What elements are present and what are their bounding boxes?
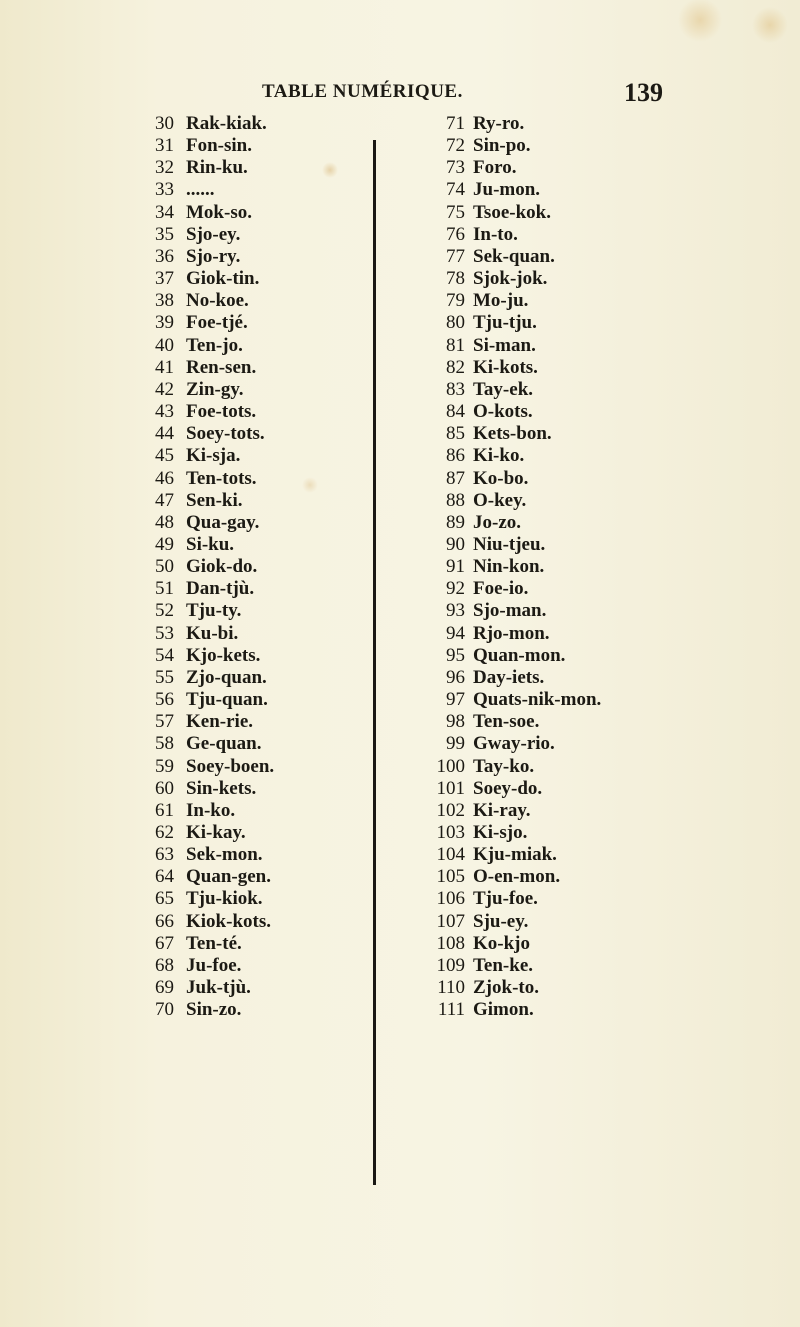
entry-name: Ju-foe. <box>186 954 242 976</box>
entry-number: 81 <box>446 334 465 356</box>
table-row <box>430 490 601 512</box>
page-number: 139 <box>624 78 663 107</box>
entry-name: Giok-do. <box>186 556 258 578</box>
entry-name: Ko-kjo <box>473 932 530 954</box>
entry-name: Tju-kiok. <box>186 888 263 910</box>
entry-number: 76 <box>446 223 465 245</box>
table-row <box>155 999 274 1021</box>
entry-name: Ju-mon. <box>473 179 541 201</box>
entry-number: 61 <box>155 799 174 821</box>
table-row <box>430 312 601 334</box>
table-row <box>430 911 601 933</box>
entry-number: 106 <box>436 888 465 910</box>
table-row <box>155 379 274 401</box>
entry-name: Quan-gen. <box>186 866 271 888</box>
entry-name: Fon-sin. <box>186 135 252 157</box>
table-row <box>430 135 601 157</box>
entry-name: Soey-tots. <box>186 423 265 445</box>
table-row <box>430 999 601 1021</box>
table-row <box>430 445 601 467</box>
table-row <box>430 800 601 822</box>
entry-number: 90 <box>446 533 465 555</box>
entry-name: Ge-quan. <box>186 733 262 755</box>
entry-name: Tsoe-kok. <box>473 201 551 223</box>
entry-number: 66 <box>155 910 174 932</box>
entry-name: In-ko. <box>186 799 236 821</box>
entry-number: 53 <box>155 622 174 644</box>
table-row <box>155 423 274 445</box>
table-row <box>155 157 274 179</box>
table-row <box>155 512 274 534</box>
entry-number: 60 <box>155 777 174 799</box>
entry-number: 110 <box>437 977 465 999</box>
table-row <box>430 335 601 357</box>
table-row <box>155 556 274 578</box>
entry-number: 71 <box>446 113 465 134</box>
entry-number: 79 <box>446 290 465 312</box>
entry-number: 98 <box>446 711 465 733</box>
entry-number: 108 <box>436 932 465 954</box>
entry-name: Si-ku. <box>186 533 235 555</box>
entry-number: 105 <box>436 866 465 888</box>
entry-name: Zjok-to. <box>473 977 539 999</box>
entry-number: 92 <box>446 578 465 600</box>
entry-number: 54 <box>155 644 174 666</box>
table-row <box>155 135 274 157</box>
table-row <box>155 113 274 135</box>
entry-name: Gimon. <box>473 999 534 1021</box>
entry-number: 82 <box>446 356 465 378</box>
entry-number: 78 <box>446 268 465 290</box>
entry-name: Foe-tjé. <box>186 312 248 334</box>
entry-name: Rin-ku. <box>186 157 248 179</box>
right-column-list <box>430 113 601 1021</box>
entry-name: Ry-ro. <box>473 113 525 134</box>
entry-number: 46 <box>155 467 174 489</box>
entry-name: Tju-quan. <box>186 689 268 711</box>
entry-number: 70 <box>155 999 174 1021</box>
entry-name: Qua-gay. <box>186 511 260 533</box>
table-row <box>430 756 601 778</box>
table-row <box>430 468 601 490</box>
table-row <box>155 312 274 334</box>
entry-name: Ki-kay. <box>186 822 246 843</box>
table-row <box>430 711 601 733</box>
table-row <box>430 578 601 600</box>
entry-name: Foe-io. <box>473 578 529 600</box>
entry-number: 89 <box>446 511 465 533</box>
entry-name: Zin-gy. <box>186 378 244 400</box>
entry-number: 30 <box>155 113 174 134</box>
table-row <box>155 224 274 246</box>
entry-number: 63 <box>155 844 174 866</box>
table-row <box>155 711 274 733</box>
table-row <box>430 623 601 645</box>
entry-name: Tju-tju. <box>473 312 537 334</box>
table-row <box>155 357 274 379</box>
table-row <box>430 888 601 910</box>
table-row <box>430 689 601 711</box>
entry-name: Sin-kets. <box>186 777 257 799</box>
table-row <box>430 645 601 667</box>
table-row <box>155 822 274 844</box>
entry-number: 94 <box>446 622 465 644</box>
entry-name: Giok-tin. <box>186 268 260 290</box>
entry-name: Gway-rio. <box>473 733 555 755</box>
entry-number: 33 <box>155 179 174 201</box>
entry-number: 51 <box>155 578 174 600</box>
entry-number: 88 <box>446 489 465 511</box>
entry-number: 45 <box>155 445 174 467</box>
entry-name: Kets-bon. <box>473 423 552 445</box>
table-row <box>430 268 601 290</box>
entry-number: 73 <box>446 157 465 179</box>
entry-number: 47 <box>155 489 174 511</box>
entry-name: Day-iets. <box>473 666 545 688</box>
entry-name: Ren-sen. <box>186 356 257 378</box>
table-row <box>155 866 274 888</box>
entry-number: 34 <box>155 201 174 223</box>
entry-number: 95 <box>446 644 465 666</box>
left-column-list <box>155 113 274 1021</box>
entry-name: Ki-ko. <box>473 445 525 467</box>
table-row <box>155 401 274 423</box>
entry-number: 57 <box>155 711 174 733</box>
entry-name: Si-man. <box>473 334 536 356</box>
entry-name: Ki-ray. <box>473 799 531 821</box>
table-row <box>155 335 274 357</box>
entry-name: Quats-nik-mon. <box>473 689 602 711</box>
entry-number: 64 <box>155 866 174 888</box>
table-row <box>155 490 274 512</box>
entry-number: 44 <box>155 423 174 445</box>
entry-name: Juk-tjù. <box>186 977 251 999</box>
entry-number: 103 <box>436 822 465 843</box>
entry-number: 101 <box>436 777 465 799</box>
table-row <box>430 844 601 866</box>
table-row <box>430 157 601 179</box>
entry-number: 50 <box>155 556 174 578</box>
entry-number: 74 <box>446 179 465 201</box>
entry-name: Sek-quan. <box>473 245 555 267</box>
table-row <box>430 113 601 135</box>
entry-number: 41 <box>155 356 174 378</box>
entry-number: 49 <box>155 533 174 555</box>
entry-number: 32 <box>155 157 174 179</box>
table-row <box>155 246 274 268</box>
table-row <box>155 888 274 910</box>
table-row <box>430 822 601 844</box>
entry-number: 65 <box>155 888 174 910</box>
column-divider <box>373 140 376 1185</box>
entry-name: Sin-zo. <box>186 999 242 1021</box>
entry-name: In-to. <box>473 223 518 245</box>
entry-number: 40 <box>155 334 174 356</box>
entry-number: 58 <box>155 733 174 755</box>
table-row <box>155 800 274 822</box>
entry-name: O-key. <box>473 489 527 511</box>
table-row <box>430 778 601 800</box>
entry-name: Ki-sja. <box>186 445 241 467</box>
entry-name: Ki-kots. <box>473 356 538 378</box>
table-row <box>430 290 601 312</box>
table-row <box>430 224 601 246</box>
entry-number: 87 <box>446 467 465 489</box>
entry-number: 80 <box>446 312 465 334</box>
table-row <box>430 866 601 888</box>
entry-number: 42 <box>155 378 174 400</box>
table-row <box>430 423 601 445</box>
table-row <box>430 357 601 379</box>
entry-name: Ten-jo. <box>186 334 243 356</box>
table-row <box>155 778 274 800</box>
entry-name: Tju-foe. <box>473 888 538 910</box>
table-row <box>430 977 601 999</box>
entry-number: 75 <box>446 201 465 223</box>
entry-name: Soey-boen. <box>186 755 275 777</box>
entry-name: Sjo-ry. <box>186 245 241 267</box>
entry-name: Niu-tjeu. <box>473 533 546 555</box>
table-row <box>430 179 601 201</box>
entry-number: 96 <box>446 666 465 688</box>
entry-name: O-kots. <box>473 401 533 423</box>
entry-number: 102 <box>436 799 465 821</box>
entry-number: 38 <box>155 290 174 312</box>
entry-number: 93 <box>446 600 465 622</box>
entry-name: Mok-so. <box>186 201 252 223</box>
table-row <box>155 733 274 755</box>
entry-number: 36 <box>155 245 174 267</box>
table-row <box>155 445 274 467</box>
table-row <box>155 933 274 955</box>
entry-number: 77 <box>446 245 465 267</box>
entry-name: Ki-sjo. <box>473 822 528 843</box>
entry-number: 48 <box>155 511 174 533</box>
table-row <box>155 623 274 645</box>
entry-name: Ten-té. <box>186 932 242 954</box>
table-row <box>155 955 274 977</box>
entry-name: Zjo-quan. <box>186 666 267 688</box>
entry-number: 104 <box>436 844 465 866</box>
table-row <box>430 955 601 977</box>
table-row <box>155 534 274 556</box>
table-row <box>430 534 601 556</box>
entry-number: 86 <box>446 445 465 467</box>
table-row <box>155 844 274 866</box>
entry-name: Sju-ey. <box>473 910 529 932</box>
table-row <box>430 733 601 755</box>
entry-name: Sek-mon. <box>186 844 263 866</box>
entry-name: Ten-ke. <box>473 954 534 976</box>
table-row <box>430 600 601 622</box>
table-row <box>430 401 601 423</box>
entry-name: Sin-po. <box>473 135 531 157</box>
entry-number: 52 <box>155 600 174 622</box>
entry-number: 55 <box>155 666 174 688</box>
running-head-title: TABLE NUMÉRIQUE. <box>262 81 463 102</box>
entry-name: Soey-do. <box>473 777 543 799</box>
table-row <box>155 202 274 224</box>
entry-name: Sen-ki. <box>186 489 243 511</box>
entry-name: Kjo-kets. <box>186 644 261 666</box>
entry-number: 107 <box>436 910 465 932</box>
entry-number: 91 <box>446 556 465 578</box>
entry-number: 99 <box>446 733 465 755</box>
table-row <box>155 645 274 667</box>
entry-number: 72 <box>446 135 465 157</box>
entry-number: 59 <box>155 755 174 777</box>
entry-name: Ku-bi. <box>186 622 239 644</box>
table-row <box>430 512 601 534</box>
table-row <box>155 179 274 201</box>
entry-number: 83 <box>446 378 465 400</box>
entry-name: Ko-bo. <box>473 467 529 489</box>
table-row <box>430 933 601 955</box>
table-row <box>155 911 274 933</box>
entry-number: 97 <box>446 689 465 711</box>
entry-name: Tay-ko. <box>473 755 535 777</box>
table-row <box>155 468 274 490</box>
entry-name: No-koe. <box>186 290 249 312</box>
entry-name: Sjo-ey. <box>186 223 241 245</box>
table-row <box>155 578 274 600</box>
table-row <box>430 379 601 401</box>
entry-name: Tju-ty. <box>186 600 242 622</box>
entry-name: Ten-tots. <box>186 467 257 489</box>
entry-number: 37 <box>155 268 174 290</box>
entry-number: 62 <box>155 822 174 843</box>
entry-number: 111 <box>437 999 465 1021</box>
table-row <box>155 667 274 689</box>
table-row <box>155 268 274 290</box>
entry-name: Mo-ju. <box>473 290 529 312</box>
entry-number: 85 <box>446 423 465 445</box>
table-row <box>155 600 274 622</box>
table-row <box>430 246 601 268</box>
entry-name: Dan-tjù. <box>186 578 255 600</box>
entry-number: 100 <box>436 755 465 777</box>
table-row <box>430 556 601 578</box>
entry-name: Kiok-kots. <box>186 910 271 932</box>
entry-number: 43 <box>155 401 174 423</box>
entry-number: 31 <box>155 135 174 157</box>
entry-number: 67 <box>155 932 174 954</box>
entry-number: 56 <box>155 689 174 711</box>
entry-number: 109 <box>436 954 465 976</box>
entry-name: Quan-mon. <box>473 644 566 666</box>
entry-name: Ten-soe. <box>473 711 540 733</box>
table-row <box>430 667 601 689</box>
entry-name: ...... <box>186 179 215 201</box>
entry-number: 68 <box>155 954 174 976</box>
table-row <box>155 689 274 711</box>
table-row <box>430 202 601 224</box>
entry-name: Foro. <box>473 157 517 179</box>
table-row <box>155 756 274 778</box>
table-row <box>155 290 274 312</box>
entry-number: 69 <box>155 977 174 999</box>
entry-name: Jo-zo. <box>473 511 522 533</box>
entry-name: Rjo-mon. <box>473 622 550 644</box>
entry-number: 35 <box>155 223 174 245</box>
entry-name: Ken-rie. <box>186 711 254 733</box>
entry-name: Rak-kiak. <box>186 113 267 134</box>
entry-name: Tay-ek. <box>473 378 534 400</box>
table-row <box>155 977 274 999</box>
entry-number: 84 <box>446 401 465 423</box>
entry-name: Sjok-jok. <box>473 268 548 290</box>
entry-name: Foe-tots. <box>186 401 257 423</box>
entry-name: Kju-miak. <box>473 844 557 866</box>
entry-name: Nin-kon. <box>473 556 545 578</box>
entry-name: O-en-mon. <box>473 866 561 888</box>
entry-number: 39 <box>155 312 174 334</box>
entry-name: Sjo-man. <box>473 600 547 622</box>
